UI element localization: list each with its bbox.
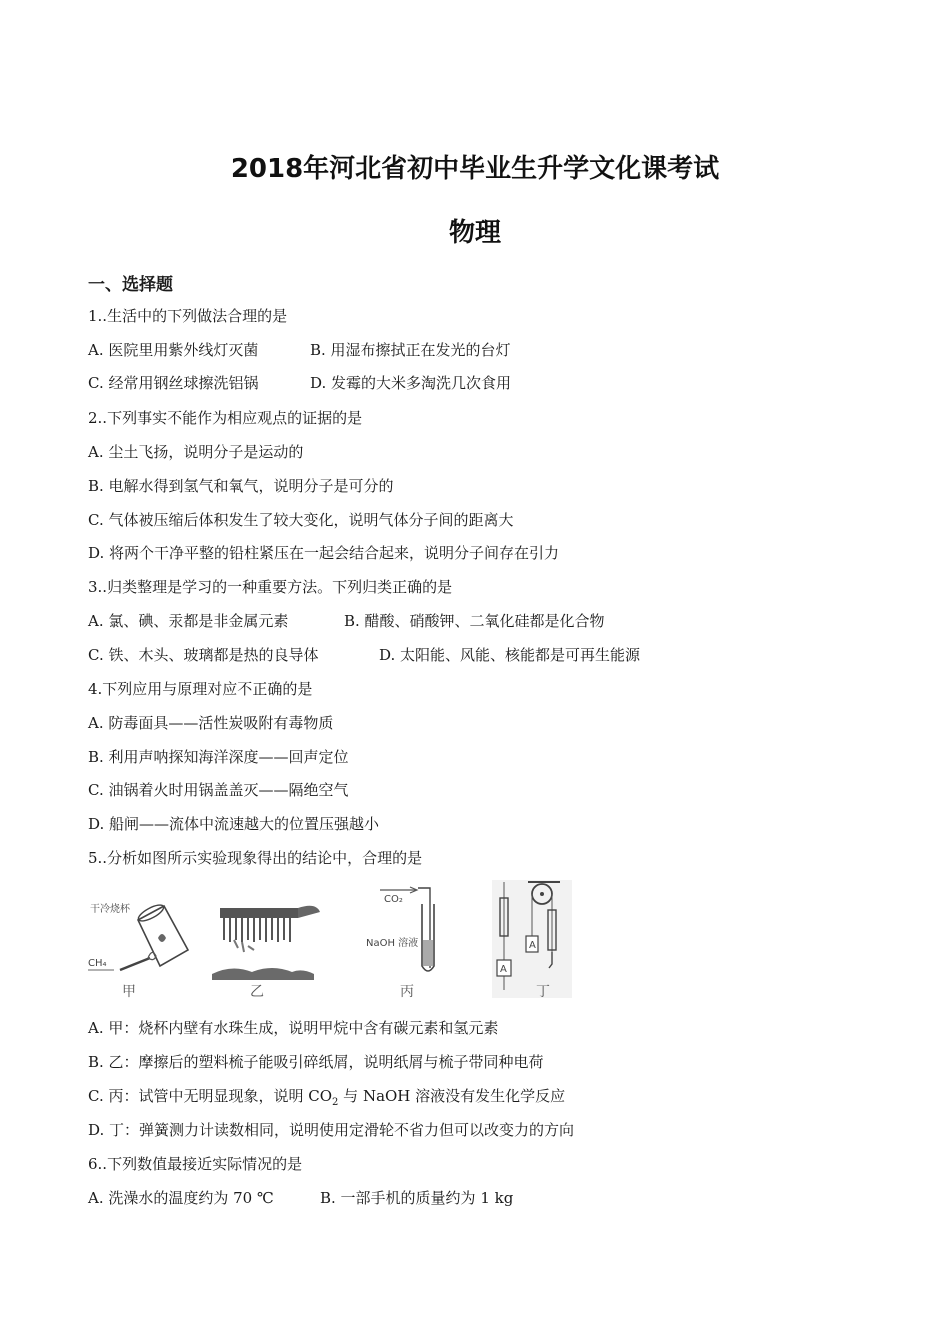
section-heading: 一、选择题	[88, 275, 173, 295]
question-1-options-cd	[88, 373, 511, 393]
option-b: B. 醋酸、硝酸钾、二氧化硅都是化合物	[344, 612, 605, 630]
question-2-stem: 2..下列事实不能作为相应观点的证据的是	[88, 409, 363, 427]
weight-a-left: A	[500, 964, 507, 975]
option-b: B. 电解水得到氢气和氧气，说明分子是可分的	[88, 477, 394, 495]
option-a: A. 氯、碘、汞都是非金属元素	[88, 612, 289, 630]
experiment-figure	[84, 880, 572, 998]
naoh-label: NaOH 溶液	[366, 938, 419, 949]
exam-title: 2018年河北省初中毕业生升学文化课考试	[230, 154, 720, 184]
weight-a-right: A	[529, 940, 536, 951]
option-b: B. 利用声呐探知海洋深度——回声定位	[88, 748, 349, 766]
question-5-stem: 5..分析如图所示实验现象得出的结论中，合理的是	[88, 849, 423, 867]
question-1-stem: 1..生活中的下列做法合理的是	[88, 307, 288, 325]
pulley-experiment	[492, 880, 572, 998]
option-c: C. 经常用钢丝球擦洗铝锅	[88, 374, 259, 392]
option-c-prefix: C. 丙：试管中无明显现象，说明 CO	[88, 1087, 333, 1105]
experiment-illustration	[84, 880, 572, 998]
option-d: D. 将两个干净平整的铅柱紧压在一起会结合起来，说明分子间存在引力	[88, 544, 560, 562]
option-c: C. 气体被压缩后体积发生了较大变化，说明气体分子间的距离大	[88, 511, 514, 529]
option-c-subscript: 2	[332, 1097, 339, 1108]
option-d: D. 丁：弹簧测力计读数相同，说明使用定滑轮不省力但可以改变力的方向	[88, 1121, 575, 1139]
subject-title: 物理	[448, 218, 501, 248]
beaker-label: 干冷烧杯	[90, 904, 130, 915]
option-c-suffix: 与 NaOH 溶液没有发生化学反应	[338, 1087, 566, 1105]
question-3-options-ab	[88, 611, 605, 631]
beaker-experiment	[88, 902, 188, 998]
option-d: D. 发霉的大米多淘洗几次食用	[310, 374, 512, 392]
ch4-label: CH₄	[88, 958, 107, 969]
option-d: D. 太阳能、风能、核能都是可再生能源	[379, 646, 641, 664]
co2-label: CO₂	[384, 894, 403, 905]
question-3-options-cd	[88, 645, 640, 665]
label-bing: 丙	[400, 984, 414, 998]
option-d: D. 船闸——流体中流速越大的位置压强越小	[88, 815, 380, 833]
option-a: A. 洗澡水的温度约为 70 ℃	[88, 1189, 274, 1207]
option-c: C. 油锅着火时用锅盖盖灭——隔绝空气	[88, 781, 349, 799]
question-3-stem: 3..归类整理是学习的一种重要方法。下列归类正确的是	[88, 578, 453, 596]
option-b: B. 乙：摩擦后的塑料梳子能吸引碎纸屑，说明纸屑与梳子带同种电荷	[88, 1053, 544, 1071]
question-6-stem: 6..下列数值最接近实际情况的是	[88, 1155, 303, 1173]
comb-experiment	[212, 906, 320, 998]
option-c	[88, 1086, 565, 1113]
question-6-options-ab	[88, 1188, 513, 1208]
option-b: B. 用湿布擦拭正在发光的台灯	[310, 341, 511, 359]
option-a: A. 防毒面具——活性炭吸附有毒物质	[88, 714, 334, 732]
option-a: A. 尘土飞扬，说明分子是运动的	[88, 443, 304, 461]
test-tube-experiment	[366, 887, 434, 998]
label-yi: 乙	[250, 984, 264, 998]
label-jia: 甲	[122, 984, 136, 998]
option-a: A. 医院里用紫外线灯灭菌	[88, 341, 259, 359]
question-4-stem: 4.下列应用与原理对应不正确的是	[88, 680, 313, 698]
option-b: B. 一部手机的质量约为 1 kg	[320, 1189, 514, 1207]
option-a: A. 甲：烧杯内壁有水珠生成，说明甲烷中含有碳元素和氢元素	[88, 1019, 499, 1037]
label-ding: 丁	[536, 984, 550, 998]
question-1-options-ab	[88, 340, 511, 360]
option-c: C. 铁、木头、玻璃都是热的良导体	[88, 646, 319, 664]
